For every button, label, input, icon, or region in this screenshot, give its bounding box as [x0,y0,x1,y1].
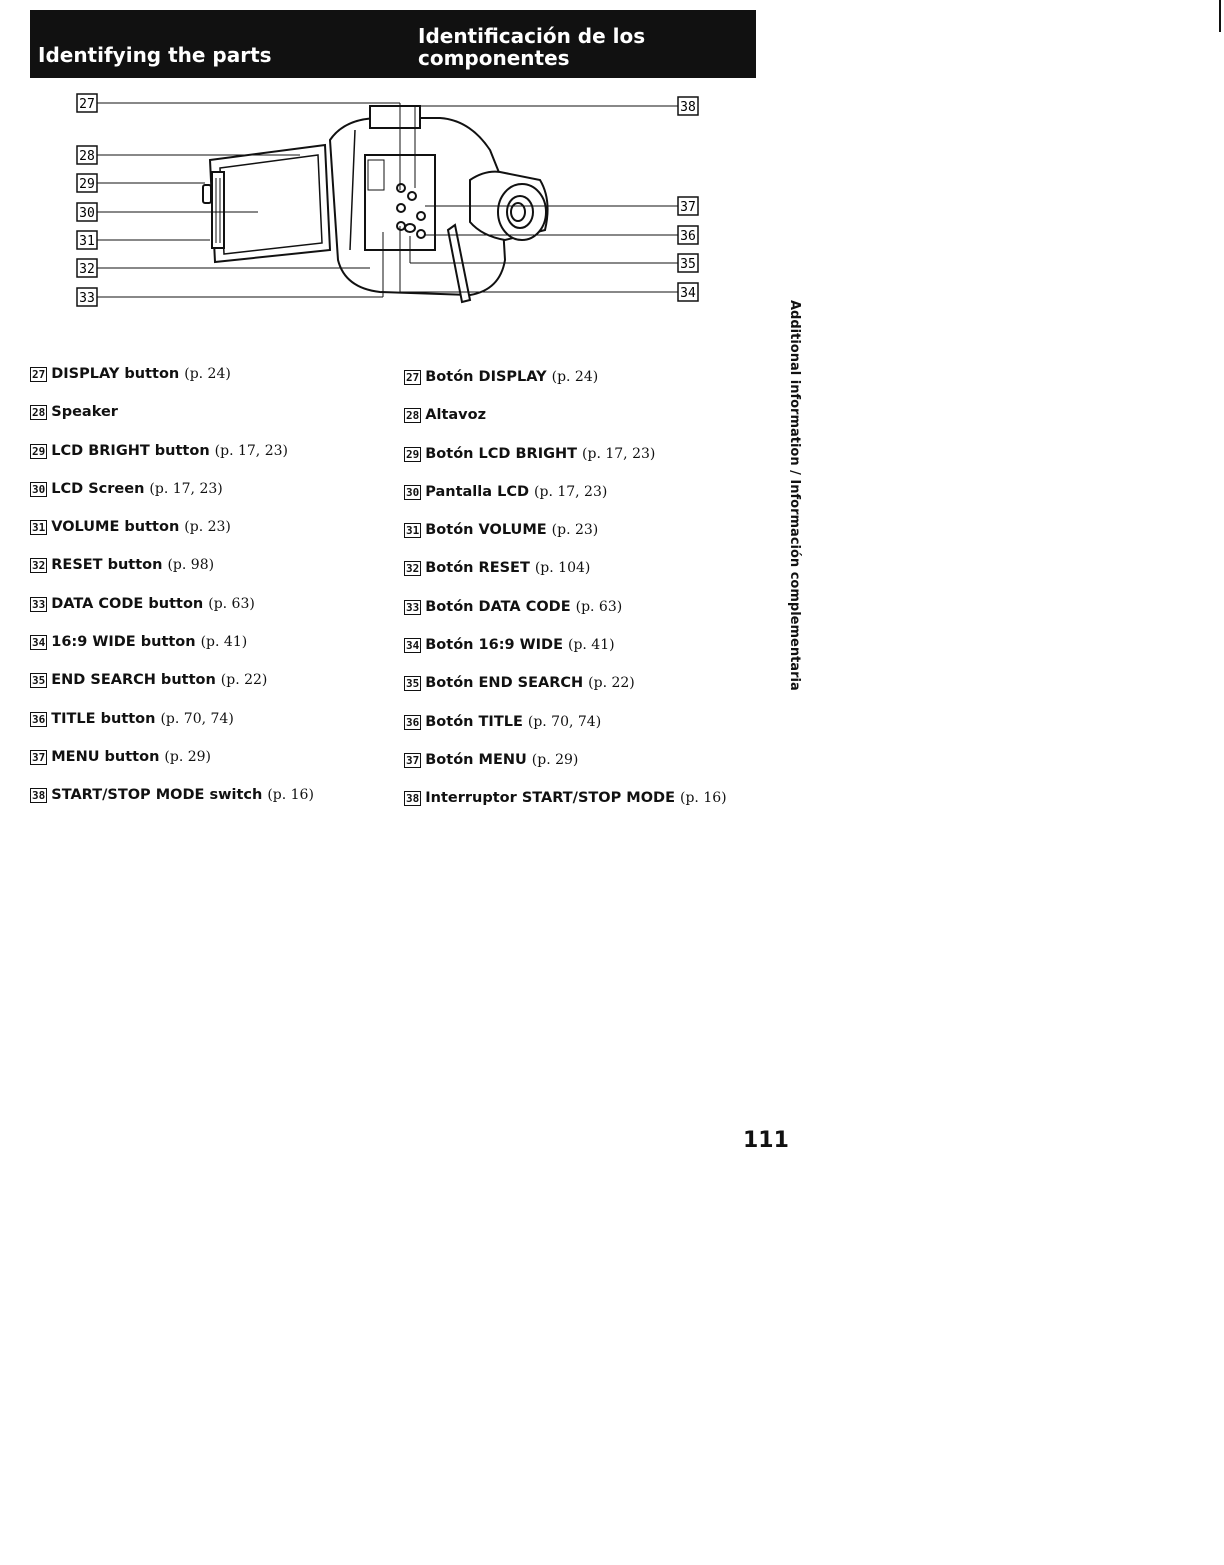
item-label: END SEARCH button [51,672,216,689]
svg-text:30: 30 [79,206,95,221]
list-item [404,790,727,828]
item-page-ref: (p. 16) [680,790,727,807]
item-label: Botón DISPLAY [425,369,547,385]
list-item [404,484,727,522]
callout-left-33 [77,288,97,306]
item-label: 16:9 WIDE button [51,634,196,651]
svg-text:37: 37 [680,200,696,215]
item-page-ref: (p. 63) [575,598,623,615]
item-number: 30 [406,485,420,499]
item-label: Botón END SEARCH [425,675,584,692]
item-label: DATA CODE button [51,595,204,612]
list-item [30,711,314,749]
callout-right-36 [678,226,698,244]
callout-left-29 [77,174,97,192]
camera-body-drawing [330,106,548,302]
item-label: Botón DATA CODE [425,598,571,615]
item-number: 28 [406,409,420,423]
side-section-label: Additional information / Información complementaria [787,300,802,691]
item-page-ref: (p. 17, 23) [149,480,223,497]
item-number: 37 [32,750,46,764]
item-page-ref: (p. 24) [184,366,231,382]
list-item [404,675,727,713]
callout-left-27 [77,94,97,112]
item-label: RESET button [51,557,163,574]
item-number: 33 [32,597,46,611]
item-label: START/STOP MODE switch [51,787,263,804]
item-label: Botón MENU [425,751,527,768]
camcorder-illustration [0,0,760,320]
item-number: 38 [406,792,420,806]
item-page-ref: (p. 17, 23) [214,442,288,459]
item-page-ref: (p. 29) [164,748,212,765]
item-page-ref: (p. 41) [567,637,615,654]
item-number: 27 [406,371,420,384]
list-item [30,749,314,787]
item-page-ref: (p. 23) [184,519,231,536]
callout-left-32 [77,259,97,277]
list-item [30,404,314,442]
item-number: 33 [406,600,420,614]
list-item [404,714,727,752]
parts-list-en [30,366,314,826]
svg-text:34: 34 [680,286,696,301]
item-label: Botón 16:9 WIDE [425,637,563,654]
item-number: 34 [32,636,46,650]
svg-text:28: 28 [79,149,95,164]
item-page-ref: (p. 23) [551,522,599,539]
callout-left-31 [77,231,97,249]
item-page-ref: (p. 41) [200,634,248,651]
item-label: DISPLAY button [51,366,180,382]
list-item [404,599,727,637]
page-number: 111 [743,1128,789,1153]
item-label: LCD BRIGHT button [51,442,210,459]
side-section-tab [784,300,802,691]
svg-text:32: 32 [79,262,95,277]
list-item [404,446,727,484]
svg-text:35: 35 [680,257,696,272]
item-label: TITLE button [51,710,156,727]
item-page-ref: (p. 17, 23) [534,483,608,500]
item-label: LCD Screen [51,480,145,497]
svg-text:27: 27 [79,97,95,112]
item-number: 32 [32,559,46,573]
item-number: 34 [406,639,420,653]
item-page-ref: (p. 104) [534,560,591,577]
callout-left-28 [77,146,97,164]
item-page-ref: (p. 22) [220,672,268,689]
list-item [30,672,314,710]
list-item [404,752,727,790]
item-number: 38 [32,789,46,803]
item-page-ref: (p. 70, 74) [160,710,234,727]
list-item [30,634,314,672]
item-number: 29 [406,447,420,461]
header-title-es-line1: Identificación de los [418,24,646,48]
svg-text:36: 36 [680,229,696,244]
item-page-ref: (p. 17, 23) [582,445,656,462]
list-item [404,407,727,445]
item-label: VOLUME button [51,519,180,536]
callout-left-30 [77,203,97,221]
item-number: 30 [32,482,46,496]
list-item [404,560,727,598]
lcd-panel-drawing [203,145,330,262]
list-item [30,557,314,595]
page-edge-mark [1219,0,1221,32]
list-item [30,366,314,404]
item-label: Botón RESET [425,560,530,577]
list-item [404,637,727,675]
svg-text:38: 38 [680,100,696,115]
item-label: Botón TITLE [425,713,523,730]
item-number: 31 [32,521,46,535]
item-label: Botón LCD BRIGHT [425,445,578,462]
item-page-ref: (p. 63) [208,595,255,612]
list-item [30,443,314,481]
list-item [404,369,727,407]
item-number: 29 [32,444,46,458]
item-label: Pantalla LCD [425,483,530,500]
item-label: MENU button [51,748,160,765]
svg-text:33: 33 [79,291,95,306]
svg-text:29: 29 [79,177,95,192]
svg-text:31: 31 [79,234,95,249]
item-number: 31 [406,524,420,538]
item-label: Interruptor START/STOP MODE [425,790,675,807]
item-number: 36 [32,712,46,726]
item-label: Botón VOLUME [425,522,547,539]
item-page-ref: (p. 24) [551,369,599,385]
item-number: 27 [32,368,46,381]
callout-right-37 [678,197,698,215]
header-title-es-line2: componentes [418,46,570,70]
item-number: 37 [406,753,420,767]
item-page-ref: (p. 98) [167,557,215,574]
item-label: Altavoz [425,407,487,424]
parts-list-es [404,369,727,829]
item-number: 36 [406,715,420,729]
item-page-ref: (p. 29) [531,751,579,768]
list-item [30,481,314,519]
list-item [30,519,314,557]
list-item [30,596,314,634]
item-number: 35 [406,677,420,691]
item-number: 32 [406,562,420,576]
header-title-en: Identifying the parts [38,43,272,67]
item-page-ref: (p. 70, 74) [527,713,602,730]
callout-right-38 [678,97,698,115]
item-number: 35 [32,674,46,688]
callout-right-34 [678,283,698,301]
callout-right-35 [678,254,698,272]
item-label: Speaker [51,404,118,421]
item-number: 28 [32,406,46,420]
list-item [30,787,314,825]
item-page-ref: (p. 22) [588,675,635,692]
list-item [404,522,727,560]
item-page-ref: (p. 16) [267,787,314,804]
